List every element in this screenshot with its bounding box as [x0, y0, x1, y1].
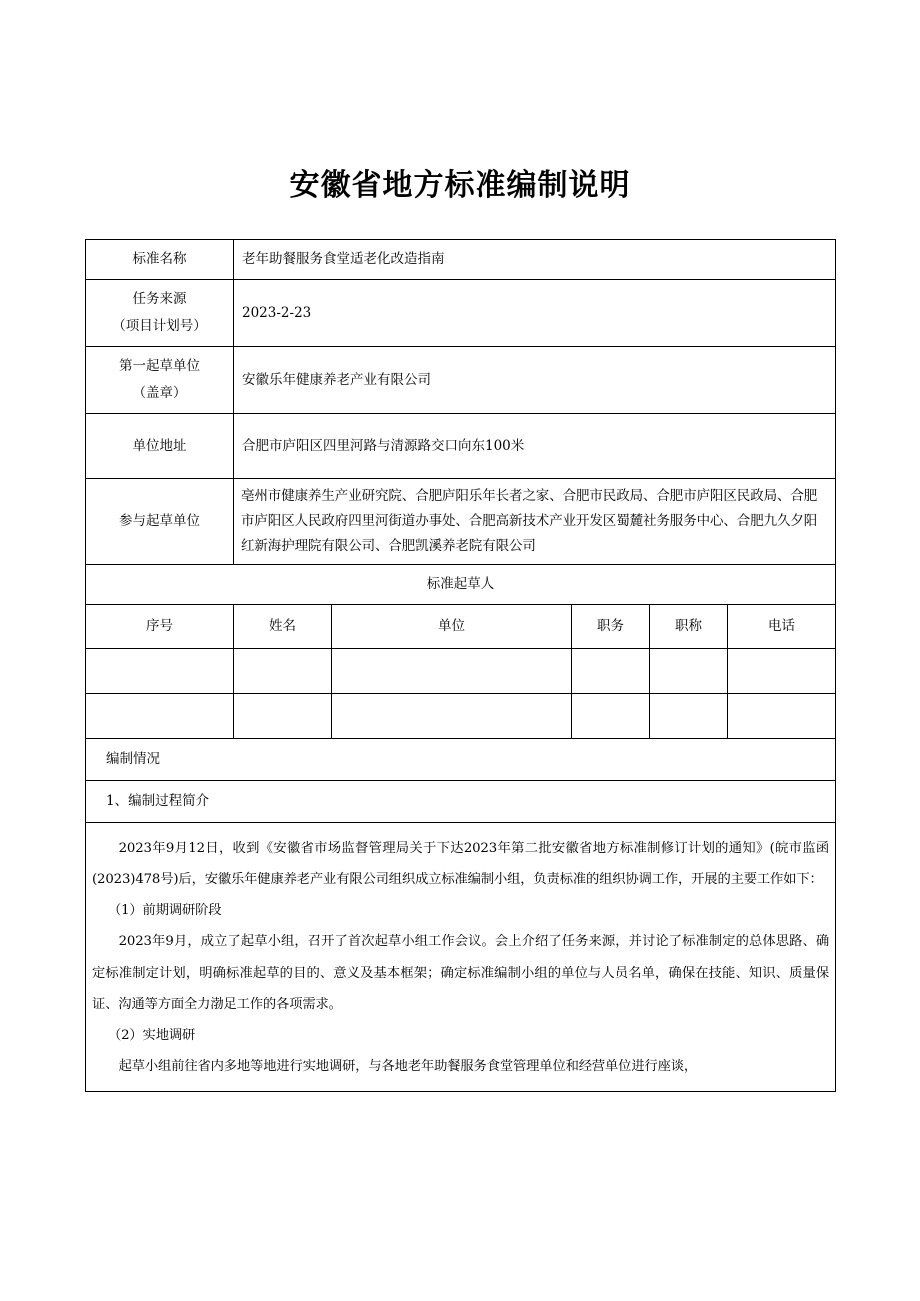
table-row-first-drafting-unit — [86, 347, 836, 414]
table-row-drafters-title — [86, 564, 836, 604]
drafter-cell-phone[interactable] — [728, 648, 836, 693]
drafter-cell-name[interactable] — [234, 648, 332, 693]
column-header-unit: 单位 — [332, 604, 572, 648]
compilation-paragraph-stage2-body: 起草小组前往省内多地等地进行实地调研，与各地老年助餐服务食堂管理单位和经营单位进行座谈， — [118, 1059, 698, 1075]
row-label-unit-address — [86, 414, 234, 479]
row-label-line2: （项目计划号） — [112, 318, 207, 334]
table-row-unit-address — [86, 414, 836, 479]
row-value-first-drafting-unit: 安徽乐年健康养老产业有限公司 — [234, 347, 836, 414]
column-header-index: 序号 — [86, 604, 234, 648]
row-label-task-source — [86, 280, 234, 347]
column-header-title: 职称 — [650, 604, 728, 648]
drafter-cell-index[interactable] — [86, 648, 234, 693]
row-value-standard-name: 老年助餐服务食堂适老化改造指南 — [234, 240, 836, 280]
drafter-cell-index[interactable] — [86, 693, 234, 738]
drafter-cell-name[interactable] — [234, 693, 332, 738]
compilation-paragraph-stage1-body: 2023年9月，成立了起草小组，召开了首次起草小组工作会议。会上介绍了任务来源，并讨论了标准制定的总体思路、确定标准制定计划，明确标准起草的目的、意义及基本框架；确定标准编制小组的单位与人员名单，确保在技能、知识、质量保证、沟通等方面全力渤足工作的各项需求。 — [92, 934, 830, 1012]
standard-info-table — [85, 239, 836, 1092]
row-label-participating-units — [86, 479, 234, 565]
drafter-cell-title[interactable] — [650, 648, 728, 693]
table-row-compilation-body — [86, 822, 836, 1091]
drafter-cell-unit[interactable] — [332, 693, 572, 738]
row-label-line1: 单位地址 — [132, 437, 187, 454]
compilation-paragraph-intro: 2023年9月12日，收到《安徽省市场监督管理局关于下达2023年第二批安徽省地方标准制修订计划的通知》(皖市监函(2023)478号)后，安徽乐年健康养老产业有限公司组织成立标准编制小组，负责标准的组织协调工作，开展的主要工作如下： — [92, 840, 830, 888]
drafter-cell-position[interactable] — [572, 693, 650, 738]
drafters-section-title: 标准起草人 — [86, 564, 836, 604]
row-label-line1: 任务来源 — [132, 291, 187, 307]
drafter-cell-phone[interactable] — [728, 693, 836, 738]
drafter-cell-position[interactable] — [572, 648, 650, 693]
row-label-standard-name — [86, 240, 234, 280]
drafters-header-row — [86, 604, 836, 648]
drafter-cell-title[interactable] — [650, 693, 728, 738]
compilation-section-label: 编制情况 — [86, 738, 836, 780]
row-label-first-drafting-unit — [86, 347, 234, 414]
compilation-paragraph-stage1-title: （1）前期调研阶段 — [107, 903, 222, 919]
row-value-participating-units: 亳州市健康养生产业研究院、合肥庐阳乐年长者之家、合肥市民政局、合肥市庐阳区民政局、合肥市庐阳区人民政府四里河街道办事处、合肥高新技术产业开发区蜀麓社务服务中心、合肥九久夕阳红新海护理院有限公司、合肥凯溪养老院有限公司 — [234, 479, 836, 565]
row-value-unit-address: 合肥市庐阳区四里河路与清源路交口向东100米 — [234, 414, 836, 479]
column-header-position: 职务 — [572, 604, 650, 648]
row-label-line2: （盖章） — [132, 385, 187, 401]
page-title: 安徽省地方标准编制说明 — [289, 168, 631, 203]
table-row-task-source — [86, 280, 836, 347]
drafter-cell-unit[interactable] — [332, 648, 572, 693]
column-header-name: 姓名 — [234, 604, 332, 648]
table-row-standard-name — [86, 240, 836, 280]
table-row — [86, 693, 836, 738]
table-row — [86, 648, 836, 693]
row-label-line1: 参与起草单位 — [119, 512, 200, 529]
table-row-participating-units — [86, 479, 836, 565]
compilation-subsection-label: 1、编制过程简介 — [86, 780, 836, 822]
table-row-compilation-label — [86, 738, 836, 780]
row-value-task-source: 2023-2-23 — [234, 280, 836, 347]
row-label-line1: 第一起草单位 — [119, 358, 200, 374]
column-header-phone: 电话 — [728, 604, 836, 648]
compilation-body-cell — [86, 822, 836, 1091]
row-label-line1: 标准名称 — [132, 251, 187, 267]
table-row-compilation-subsection — [86, 780, 836, 822]
compilation-paragraph-stage2-title: （2）实地调研 — [107, 1028, 196, 1044]
